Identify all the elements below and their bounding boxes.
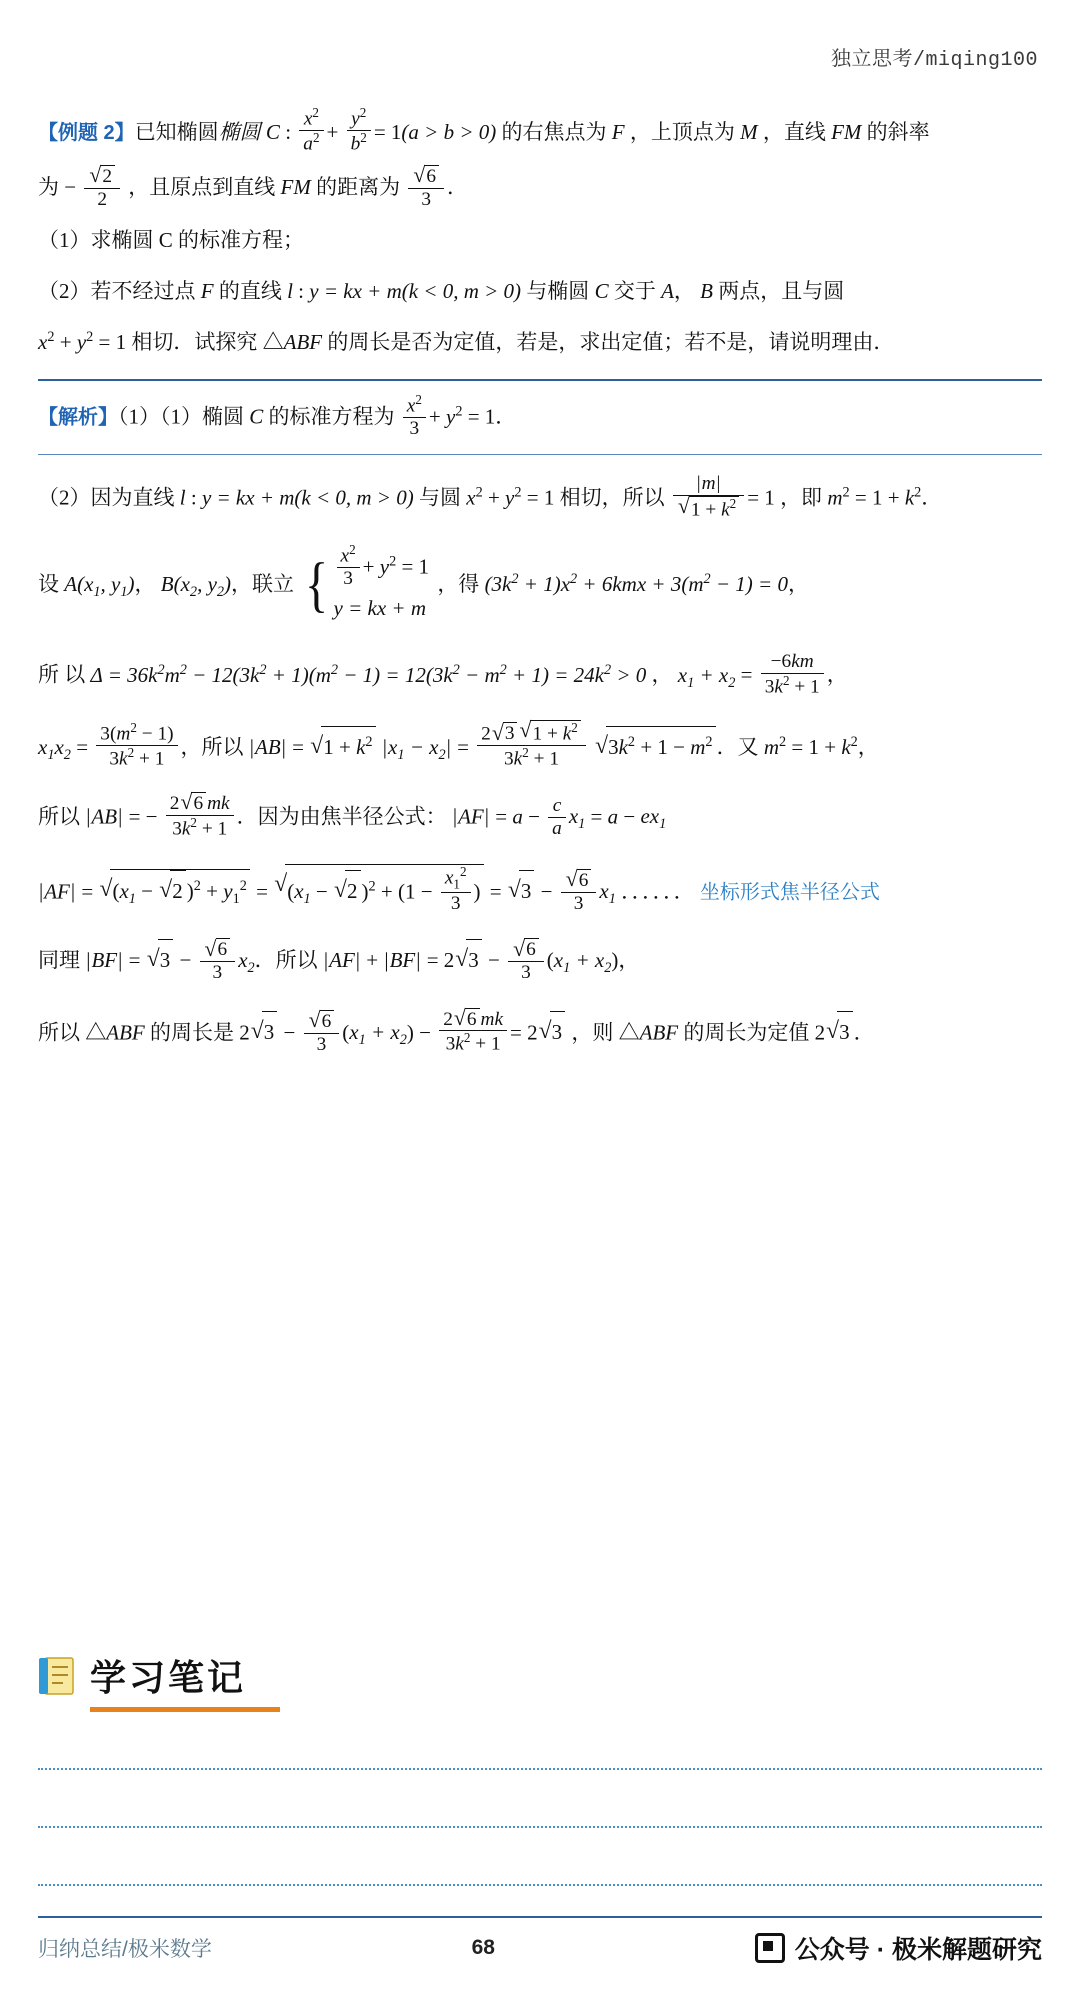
solution-line-1: 【解析】（1）（1）椭圆 C 的标准方程为 $\frac{x^2}{3}$ + $y^2 = 1$． — [38, 392, 517, 440]
q2-text-b: 的直线 — [218, 279, 282, 304]
sol-9d: 的周长为定值 — [683, 1019, 810, 1044]
sol-3b: ， — [134, 571, 156, 596]
problem-block — [38, 106, 1042, 363]
study-notes-title: 学习笔记 — [90, 1657, 247, 1698]
sol-2d: ，即 — [780, 485, 823, 510]
problem-text-1c: ，上顶点为 — [629, 119, 735, 144]
qr-code-icon — [755, 1933, 785, 1963]
footer-account-label: 公众号 · 极米解题研究 — [794, 1936, 1042, 1964]
sol-4a: 所 以 — [38, 662, 86, 687]
sol-2a: （2）因为直线 — [38, 485, 175, 510]
page-watermark: 独立思考/miqing100 — [830, 49, 1038, 72]
sol-8b: ．所以 — [254, 948, 318, 973]
sol-4b: ， — [651, 662, 673, 687]
problem-text-2b: ，且原点到直线 — [128, 175, 276, 200]
problem-statement-line-2: 为 − √ $\frac{2}{2}$ ，且原点到直线 FM 的距离为 √ $\frac{6}{3}$ ． — [38, 165, 1042, 210]
sol-2c: 相切，所以 — [559, 485, 665, 510]
sol-9a: 所以 — [38, 1019, 80, 1044]
q2-text-c: 与椭圆 — [526, 279, 590, 304]
sol-9b: 的周长是 — [149, 1019, 234, 1044]
problem-question-2-cont: $x^2 + y^2 = 1$ 相切．试探究 △ABF 的周长是否为定值，若是，求出定值；若不是，请说明理由． — [38, 329, 895, 355]
page-number: 68 — [471, 1936, 495, 1959]
q2-text-e: ， — [673, 279, 695, 304]
solution-tag: 【解析】 — [38, 406, 118, 429]
footer-account — [755, 1930, 1042, 1966]
solution-line-8: 同理 |BF| = √ 3 − √ $\frac{6}{3}$ $x_2$．所以 |AF| + |BF| = 2 √ 3 − √ $\frac{6}{3}$ $(x_1 + x_2)$， — [38, 938, 1042, 983]
example-tag: 【例题 2】 — [38, 121, 135, 144]
solution-line-5: $x_1x_2$ = $\frac{3(m^2 - 1)}{3k^2 + 1}$ ，所以 |AB| = √ $1 + k^2$ $|x_1 - x_2|$ = $\frac{2 √ 3 √ 1 + k^2}{3k^2 + 1}$ √ $3k^2 + 1 - m^2$ ．又 $m^2 = 1 + k^2$， — [38, 720, 1042, 770]
solution-line-3: 设 $A(x_1$, $y_1$)， $B(x_2$, $y_2$)，联立 { $\frac{x^2}{3}$ + $y^2 = 1$ y = kx + m ，得 $(3k^2 + 1)x^2 + 6kmx + 3(m^2 - 1) = 0$， — [38, 541, 809, 621]
divider-rule-top — [38, 379, 1042, 381]
sol-6b: ．因为由焦半径公式： — [236, 804, 447, 829]
q2-text-f: 两点，且与圆 — [718, 279, 845, 304]
sol-6a: 所以 — [38, 804, 80, 829]
problem-text-1a: 已知椭圆 — [134, 119, 219, 144]
problem-text-1b: 的右焦点为 — [501, 119, 607, 144]
sol-5b: ．又 — [716, 734, 759, 759]
page-footer — [0, 1916, 1080, 2002]
sol-2b: 与圆 — [418, 485, 461, 510]
problem-statement-line-1: 【例题 2】已知椭圆椭圆 C : $\frac{x^2}{a^2}$ + $\frac{y^2}{b^2}$ = 1(a > b > 0) 的右焦点为 F ，上顶点为 M ，直线 FM 的斜率 — [38, 105, 930, 155]
q2-text-g: 相切．试探究 — [131, 330, 258, 355]
solution-block — [38, 393, 1042, 1055]
sol-3c: ，联立 — [231, 571, 295, 596]
problem-question-2: （2）若不经过点 F 的直线 l : y = kx + m(k < 0, m > 0) 与椭圆 C 交于 A， B 两点，且与圆 — [38, 279, 845, 304]
sol-1a: （1）椭圆 — [160, 404, 244, 429]
problem-text-1d: ，直线 — [762, 119, 826, 144]
q2-text-d: 交于 — [613, 279, 656, 304]
sol-1b: 的标准方程为 — [268, 404, 395, 429]
divider-rule-mid — [38, 454, 1042, 455]
note-line[interactable] — [38, 1712, 1042, 1770]
footer-source-label: 归纳总结/极米数学 — [38, 1938, 212, 1961]
q2-text-h: 的周长是否为定值，若是，求出定值；若不是，请说明理由． — [327, 330, 895, 355]
solution-line-7: |AF| = √ ($x_1$ − √ 2 )$^2 + y_1^2$ = √ ($x_1$ − √ 2 )$^2$ + (1 − $\frac{x_1^2}{3}$ ) = √ 3 − √ $\frac{6}{3}$ $x_1$ ．．．．．． 坐标形式焦半径公式 — [38, 864, 1042, 915]
note-line[interactable] — [38, 1770, 1042, 1828]
sol-5a: ，所以 — [180, 734, 244, 759]
sol-9c: ，则 — [571, 1019, 614, 1044]
footer-divider — [38, 1916, 1042, 1918]
problem-text-2a: 为 — [38, 175, 59, 200]
solution-line-2: （2）因为直线 l : y = kx + m(k < 0, m > 0) 与圆 $x^2 + y^2 = 1$ 相切，所以 |m| √ $1 + k^2$ = 1 ，即 $m^2 = 1 + k^2$． — [38, 473, 1042, 521]
solution-line-9: 所以 △ABF 的周长是 2 √ 3 − √ $\frac{6}{3}$ $(x_1 + x_2)$ − $\frac{2 √ 6 mk}{3k^2 + 1}$ = 2 √ 3 ，则 △ABF 的周长为定值 2 √ 3 ． — [38, 1008, 1042, 1056]
solution-line-6: 所以 |AB| = − $\frac{2 √ 6 mk}{3k^2 + 1}$ ．因为由焦半径公式： |AF| = a − $\frac{c}{a}$ $x_1 = a - ex_1$ — [38, 792, 1042, 840]
problem-question-1: （1）求椭圆 C 的标准方程； — [38, 228, 305, 253]
solution-line-4: 所 以 $\Delta = 36k^2m^2 - 12(3k^2 + 1)(m^2 - 1) = 12(3k^2 - m^2 + 1) = 24k^2 > 0$ ， $x_1 + x_2$ = $\frac{-6km}{3k^2 + 1}$ ， — [38, 651, 848, 698]
formula-annotation: 坐标形式焦半径公式 — [699, 881, 880, 904]
problem-text-1e: 的斜率 — [866, 119, 930, 144]
q2-text-a: （2）若不经过点 — [38, 279, 196, 304]
note-line[interactable] — [38, 1828, 1042, 1886]
sol-8a: 同理 — [38, 948, 80, 973]
study-notes-section — [38, 1650, 1042, 1886]
study-notes-header — [38, 1650, 1042, 1701]
sol-3a: 设 — [38, 571, 59, 596]
sol-3d: ，得 — [437, 571, 480, 596]
notebook-icon — [38, 1656, 76, 1696]
problem-text-2c: 的距离为 — [316, 175, 401, 200]
